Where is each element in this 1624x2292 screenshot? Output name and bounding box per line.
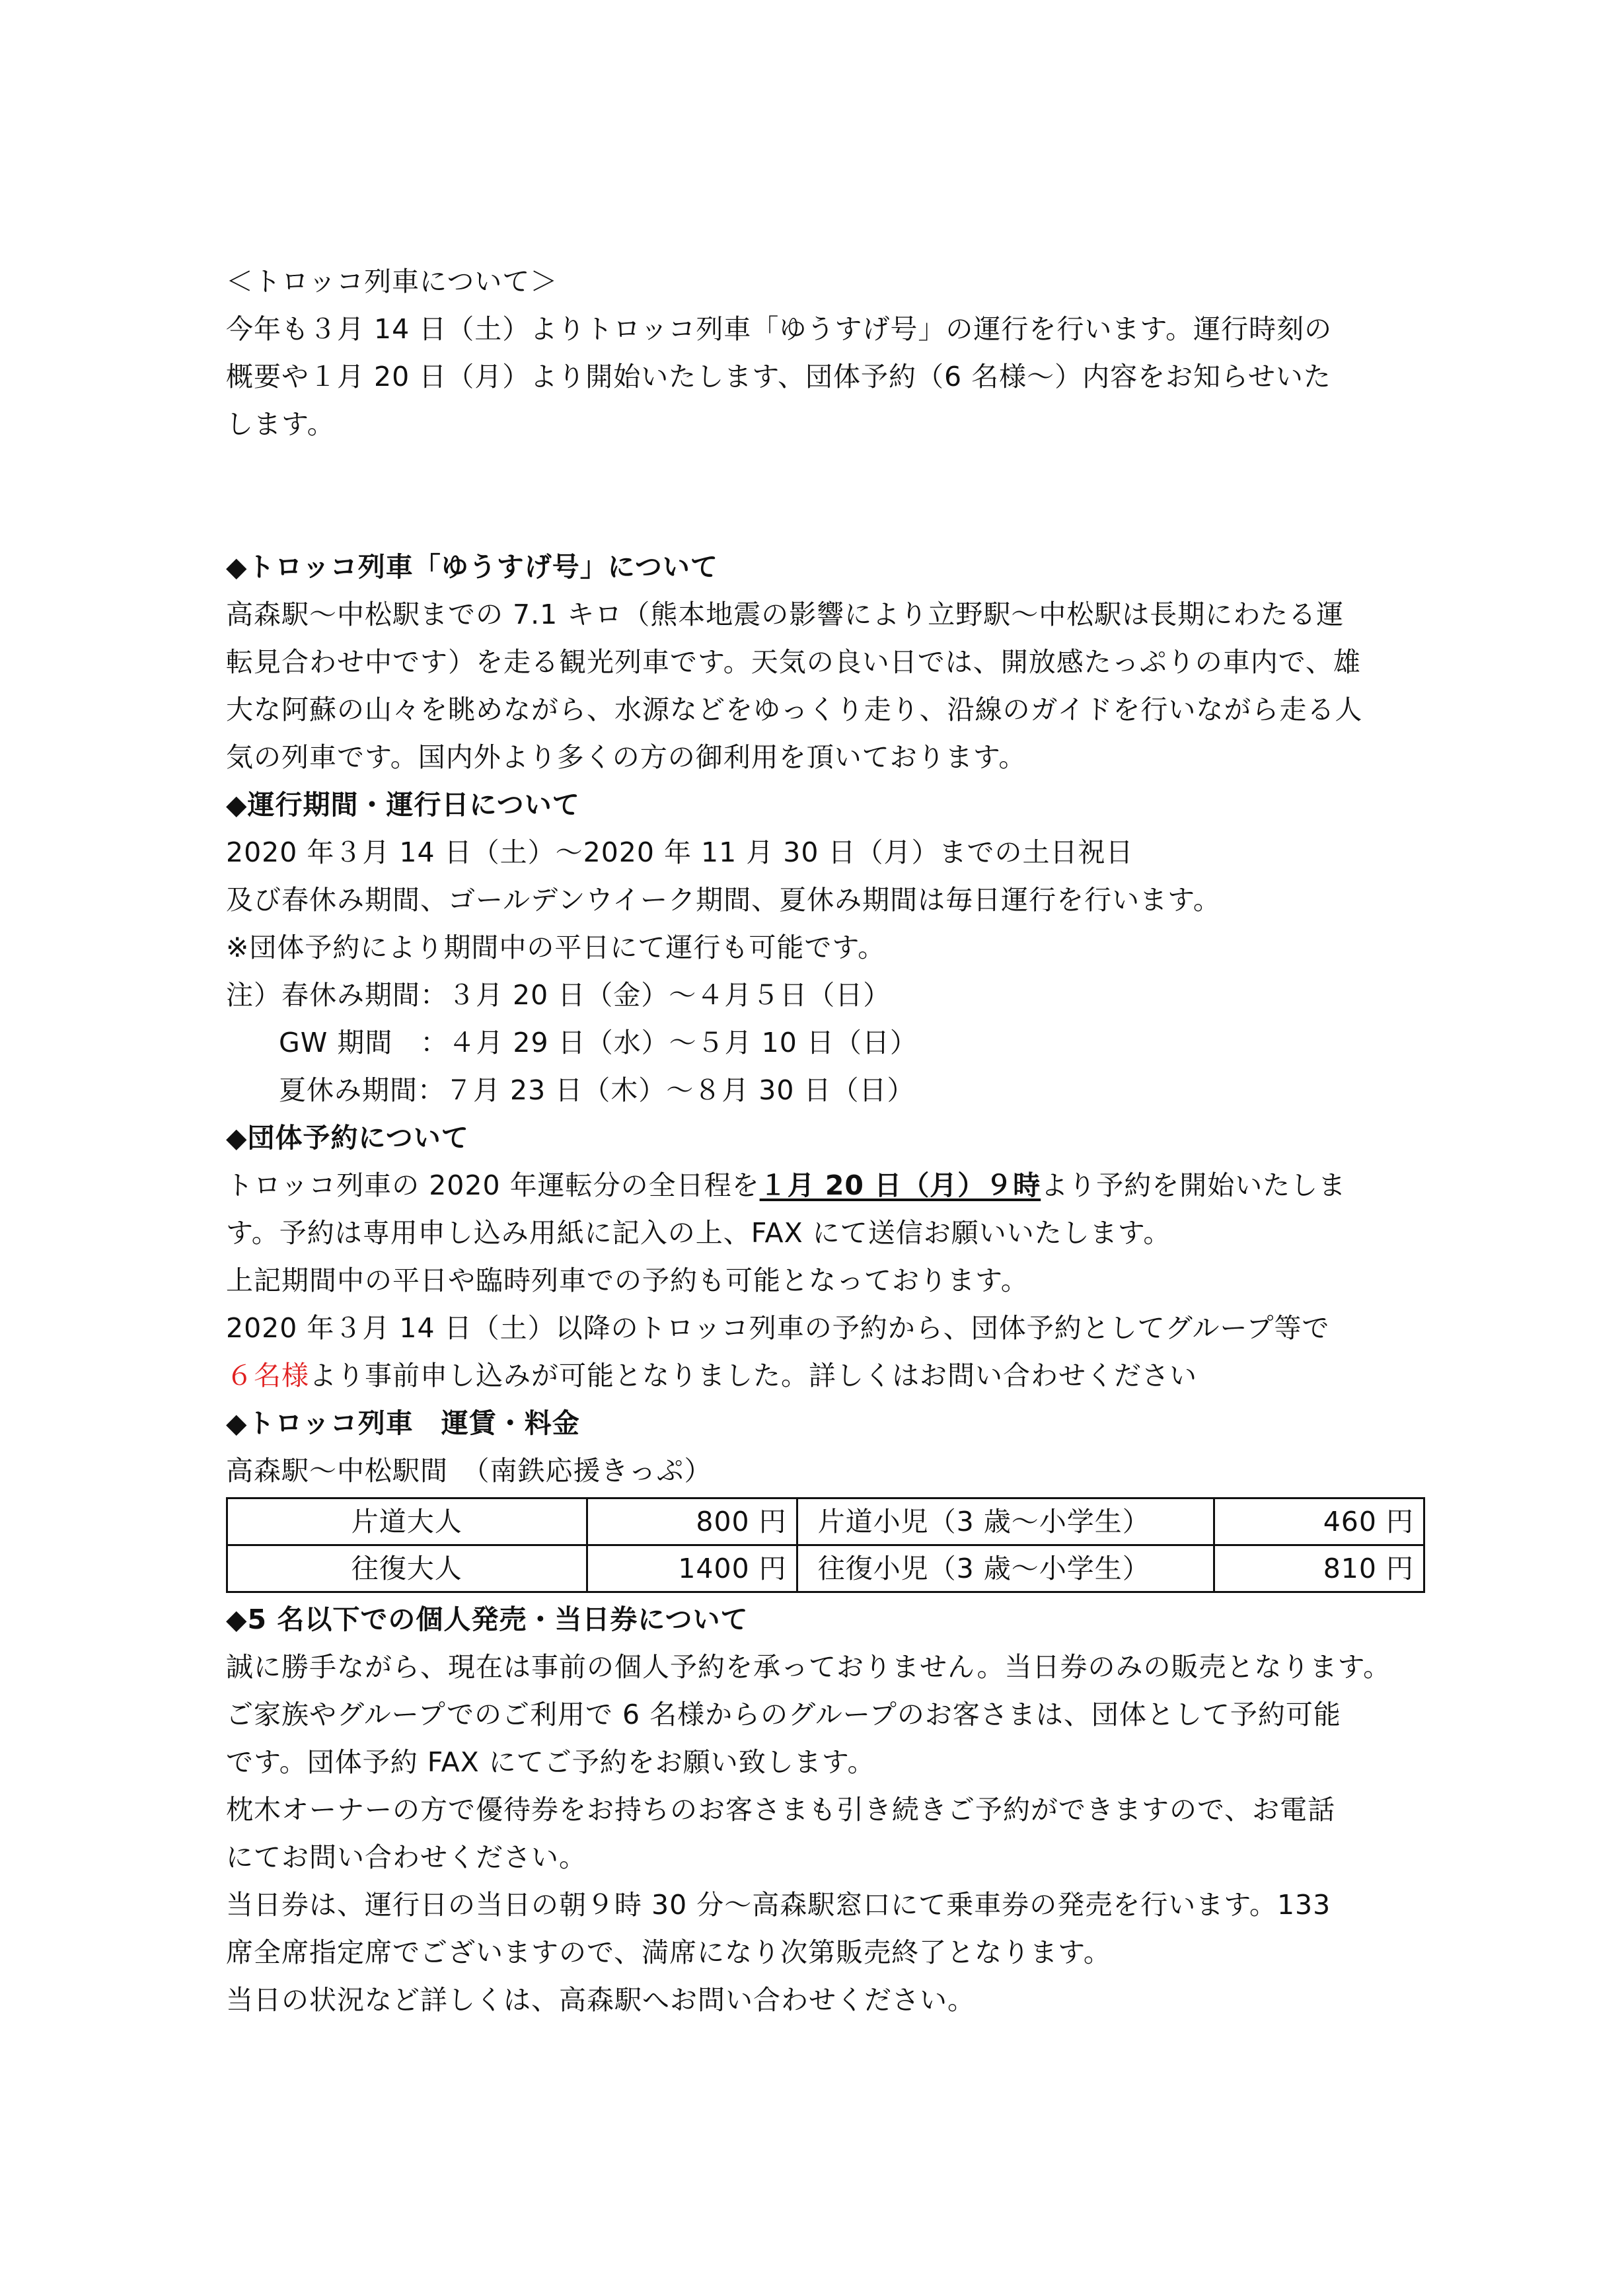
about-line: 気の列車です。国内外より多くの方の御利用を頂いております。 [226, 741, 1027, 773]
schedule-line: ※団体予約により期間中の平日にて運行も可能です。 [226, 932, 886, 963]
individual-line: ご家族やグループでのご利用で 6 名様からのグループのお客さまは、団体として予約可能 [226, 1699, 1341, 1730]
individual-line: 席全席指定席でございますので、満席になり次第販売終了となります。 [226, 1937, 1111, 1968]
group-line-3: 上記期間中の平日や臨時列車での予約も可能となっております。 [226, 1265, 1029, 1296]
fare-table [226, 1497, 1425, 1593]
about-line: 大な阿蘇の山々を眺めながら、水源などをゆっくり走り、沿線のガイドを行いながら走る人 [226, 694, 1363, 725]
reservation-start-date: １月 20 日（月）９時 [759, 1169, 1041, 1201]
individual-heading: ◆5 名以下での個人発売・当日券について [226, 1604, 749, 1635]
intro-line: 概要や１月 20 日（月）より開始いたします、団体予約（6 名様～）内容をお知らせいた [226, 361, 1331, 392]
schedule-line: 2020 年３月 14 日（土）～2020 年 11 月 30 日（月）までの土日祝日 [226, 836, 1134, 868]
table-row [227, 1545, 1424, 1592]
individual-line: 誠に勝手ながら、現在は事前の個人予約を承っておりません。当日券のみの販売となります。 [226, 1651, 1391, 1683]
group-heading: ◆団体予約について [226, 1122, 469, 1154]
fare-label: 片道大人 [227, 1498, 587, 1545]
schedule-heading: ◆運行期間・運行日について [226, 789, 580, 821]
schedule-line: 注）春休み期間：３月 20 日（金）～４月５日（日） [226, 979, 891, 1011]
min-group-size: ６名様 [226, 1360, 309, 1391]
individual-line: 枕木オーナーの方で優待券をお持ちのお客さまも引き続きご予約ができますので、お電話 [226, 1794, 1336, 1826]
individual-line: 当日の状況など詳しくは、高森駅へお問い合わせください。 [226, 1984, 975, 2016]
group-line-2: す。予約は専用申し込み用紙に記入の上、FAX にて送信お願いいたします。 [226, 1217, 1171, 1249]
table-row [227, 1498, 1424, 1545]
fare-label: 往復小児（3 歳～小学生） [797, 1545, 1214, 1592]
fare-price: 460 円 [1214, 1498, 1424, 1545]
group-line-4: 2020 年３月 14 日（土）以降のトロッコ列車の予約から、団体予約としてグループ等で [226, 1312, 1330, 1344]
group-line-5 [226, 1352, 1425, 1399]
fare-route: 高森駅～中松駅間 （南鉄応援きっぷ） [226, 1455, 712, 1487]
group-line-1 [226, 1162, 1425, 1209]
fare-label: 往復大人 [227, 1545, 587, 1592]
fare-price: 810 円 [1214, 1545, 1424, 1592]
about-line: 転見合わせ中です）を走る観光列車です。天気の良い日では、開放感たっぷりの車内で、雄 [226, 646, 1361, 678]
schedule-gw-period: GW 期間 ：４月 29 日（水）～５月 10 日（日） [279, 1027, 918, 1058]
individual-line: にてお問い合わせください。 [226, 1841, 587, 1873]
group-line-5-post: より事前申し込みが可能となりました。詳しくはお問い合わせください [309, 1360, 1197, 1391]
group-line-1-post: より予約を開始いたしま [1041, 1169, 1347, 1201]
intro-line: 今年も３月 14 日（土）よりトロッコ列車「ゆうすげ号」の運行を行います。運行時刻の [226, 313, 1333, 345]
fare-label: 片道小児（3 歳～小学生） [797, 1498, 1214, 1545]
section-spacer [226, 448, 1425, 543]
intro-title: ＜トロッコ列車について＞ [226, 266, 558, 297]
group-line-1-pre: トロッコ列車の 2020 年運転分の全日程を [226, 1169, 760, 1201]
individual-line: です。団体予約 FAX にてご予約をお願い致します。 [226, 1746, 875, 1778]
intro-line: します。 [226, 408, 335, 440]
fare-heading: ◆トロッコ列車 運賃・料金 [226, 1407, 580, 1439]
document-body [226, 258, 1425, 2024]
about-line: 高森駅～中松駅までの 7.1 キロ（熊本地震の影響により立野駅～中松駅は長期にわたる運 [226, 599, 1345, 630]
schedule-summer-period: 夏休み期間：７月 23 日（木）～８月 30 日（日） [279, 1074, 915, 1106]
fare-price: 1400 円 [587, 1545, 797, 1592]
fare-price: 800 円 [587, 1498, 797, 1545]
individual-line: 当日券は、運行日の当日の朝９時 30 分～高森駅窓口にて乗車券の発売を行います。133 [226, 1889, 1331, 1921]
schedule-line: 及び春休み期間、ゴールデンウイーク期間、夏休み期間は毎日運行を行います。 [226, 884, 1221, 916]
about-heading: ◆トロッコ列車「ゆうすげ号」について [226, 551, 718, 583]
